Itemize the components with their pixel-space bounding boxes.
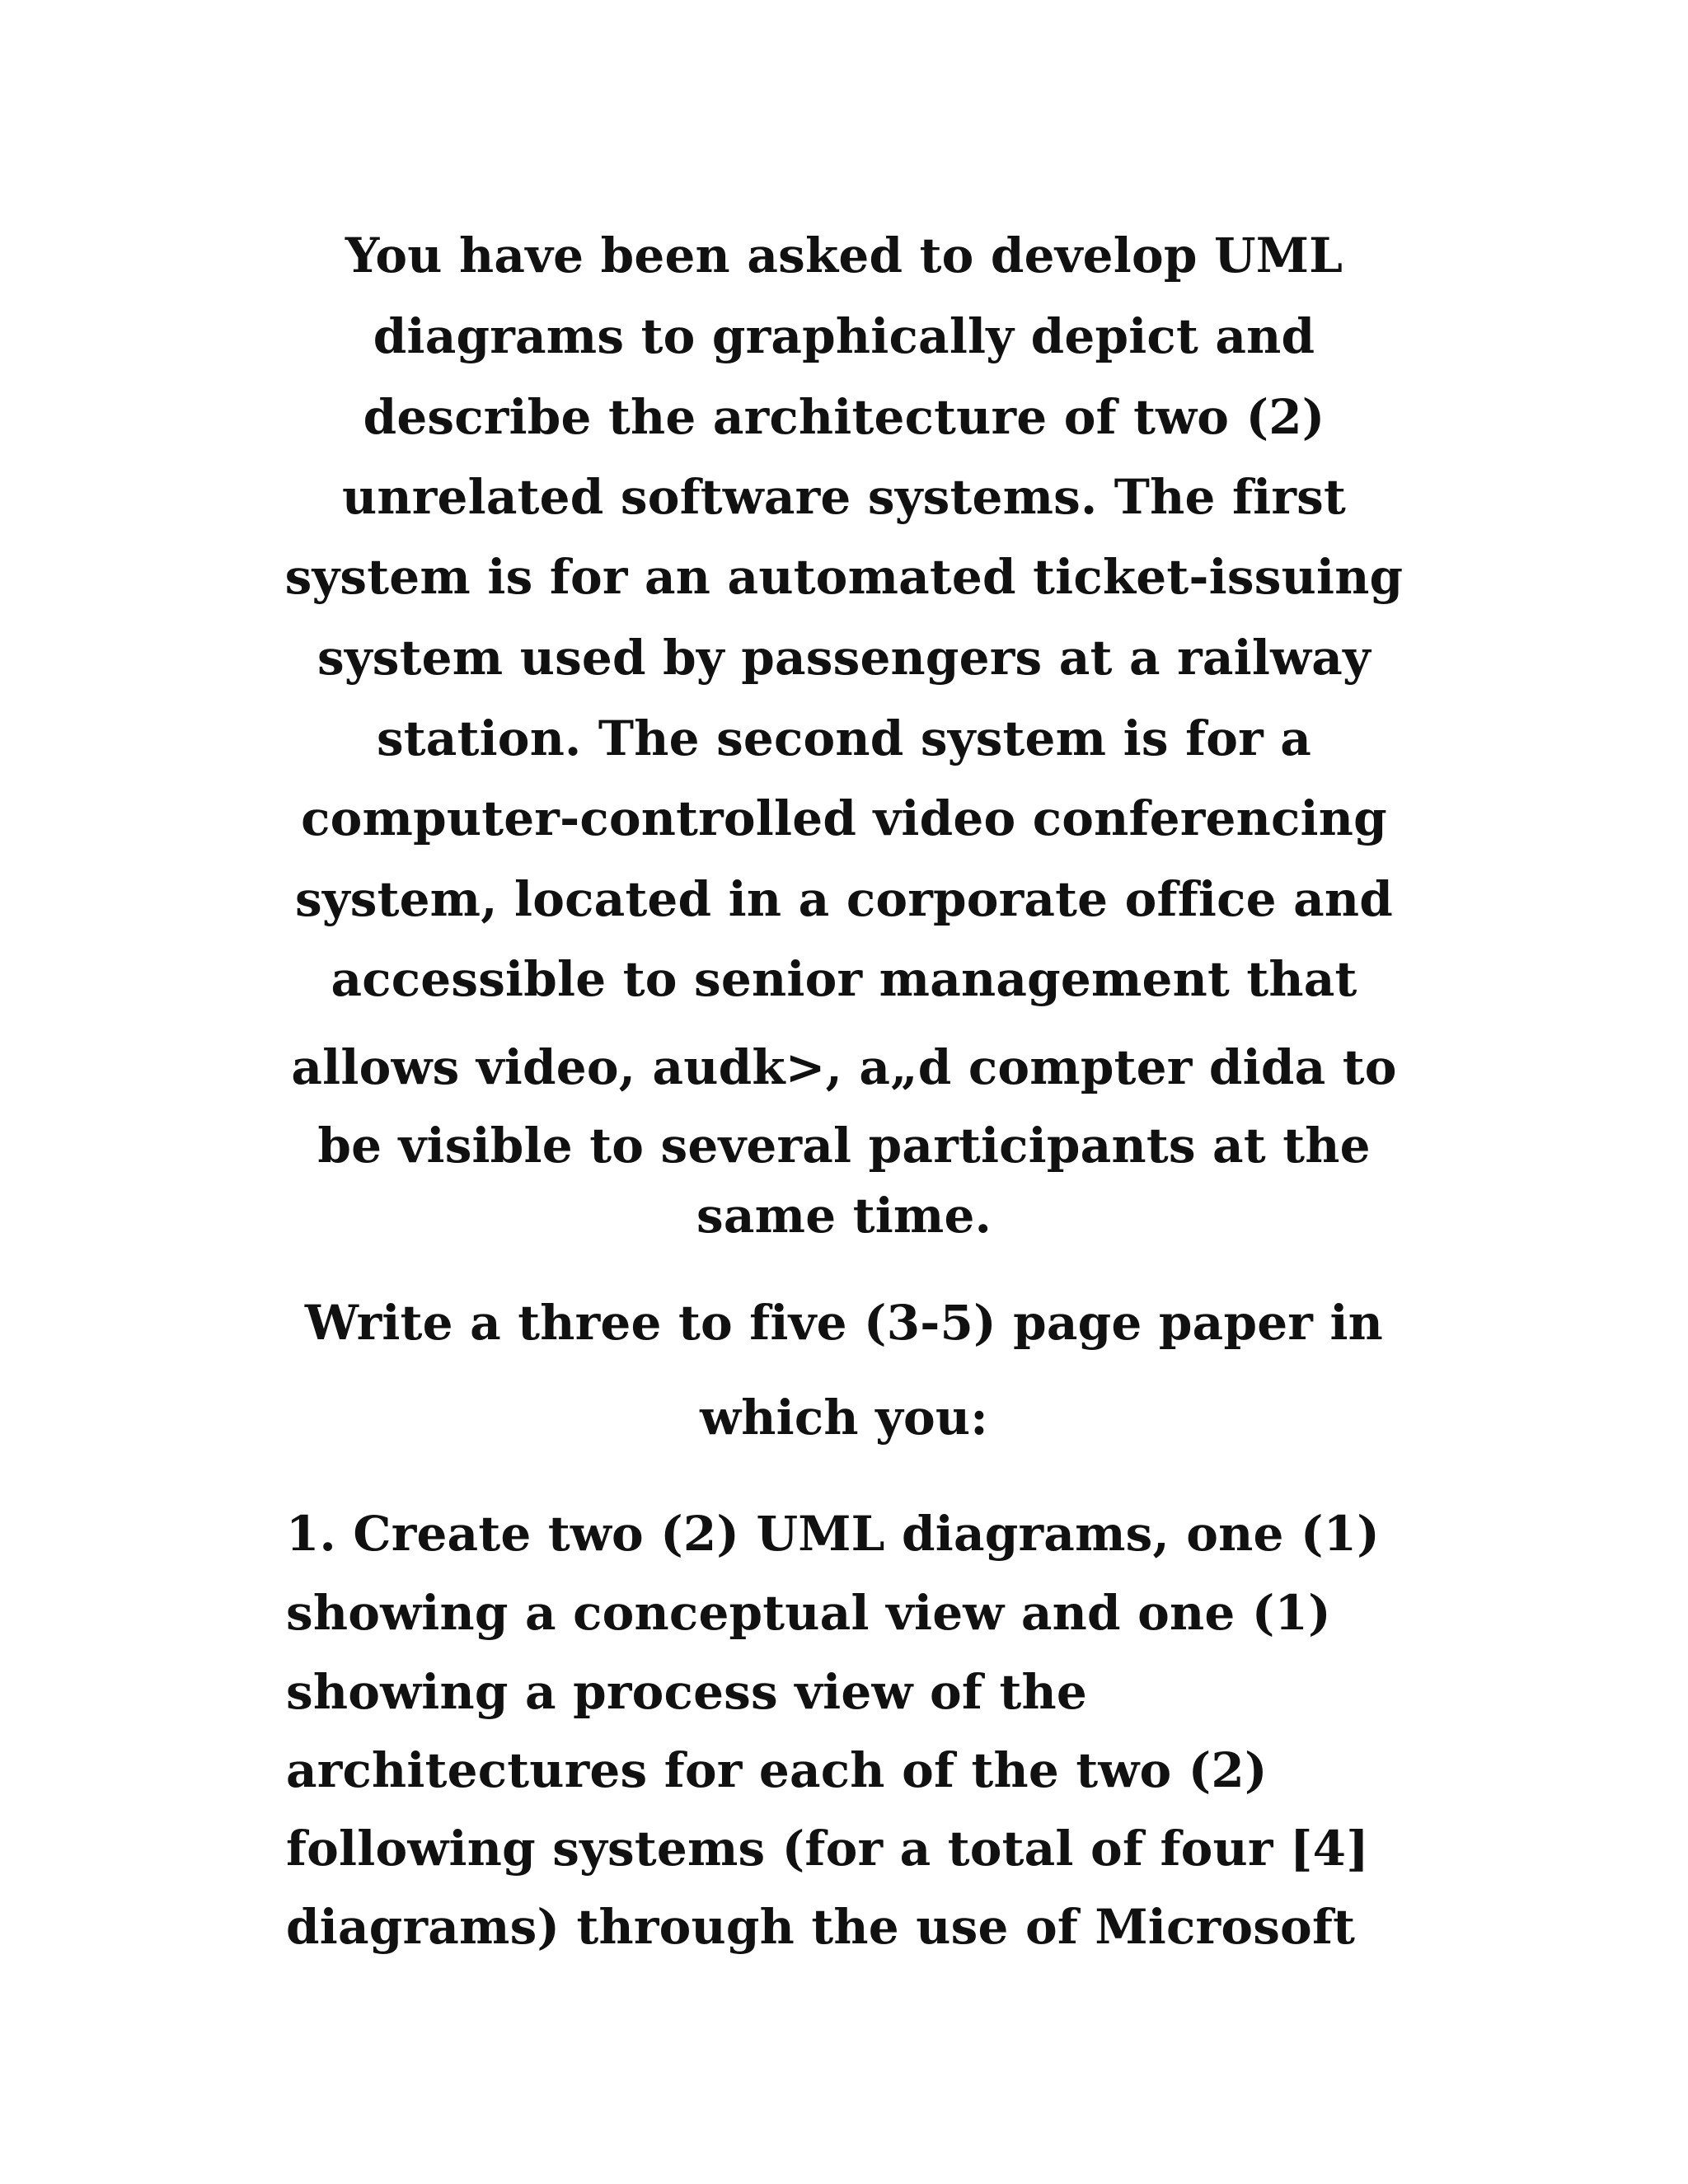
intro-line-3: describe the architecture of two (2) [363, 389, 1325, 445]
item1-line-3: showing a process view of the [286, 1664, 1087, 1720]
item1-line-2: showing a conceptual view and one (1) [286, 1585, 1331, 1641]
instruction-line-2: which you: [700, 1390, 988, 1446]
intro-line-10: accessible to senior management that [331, 951, 1357, 1007]
intro-line-11: allows video, audk>, a„d compter dida to [291, 1039, 1397, 1095]
intro-line-13: same time. [696, 1188, 992, 1244]
intro-line-1: You have been asked to develop UML [345, 227, 1343, 284]
item1-line-1: 1. Create two (2) UML diagrams, one (1) [286, 1506, 1380, 1562]
intro-line-9: system, located in a corporate office and [294, 871, 1394, 927]
item1-line-6: diagrams) through the use of Microsoft [286, 1899, 1356, 1955]
instruction-line-1: Write a three to five (3-5) page paper in [304, 1295, 1384, 1351]
intro-line-2: diagrams to graphically depict and [373, 308, 1315, 364]
item1-line-4: architectures for each of the two (2) [286, 1742, 1268, 1798]
intro-line-7: station. The second system is for a [376, 710, 1312, 766]
intro-line-8: computer-controlled video conferencing [301, 790, 1387, 846]
intro-line-5: system is for an automated ticket-issuing [284, 549, 1404, 605]
intro-line-4: unrelated software systems. The first [341, 469, 1346, 525]
intro-line-12: be visible to several participants at the [317, 1118, 1371, 1174]
item1-line-5: following systems (for a total of four [4] [286, 1821, 1369, 1877]
intro-line-6: system used by passengers at a railway [317, 630, 1371, 686]
